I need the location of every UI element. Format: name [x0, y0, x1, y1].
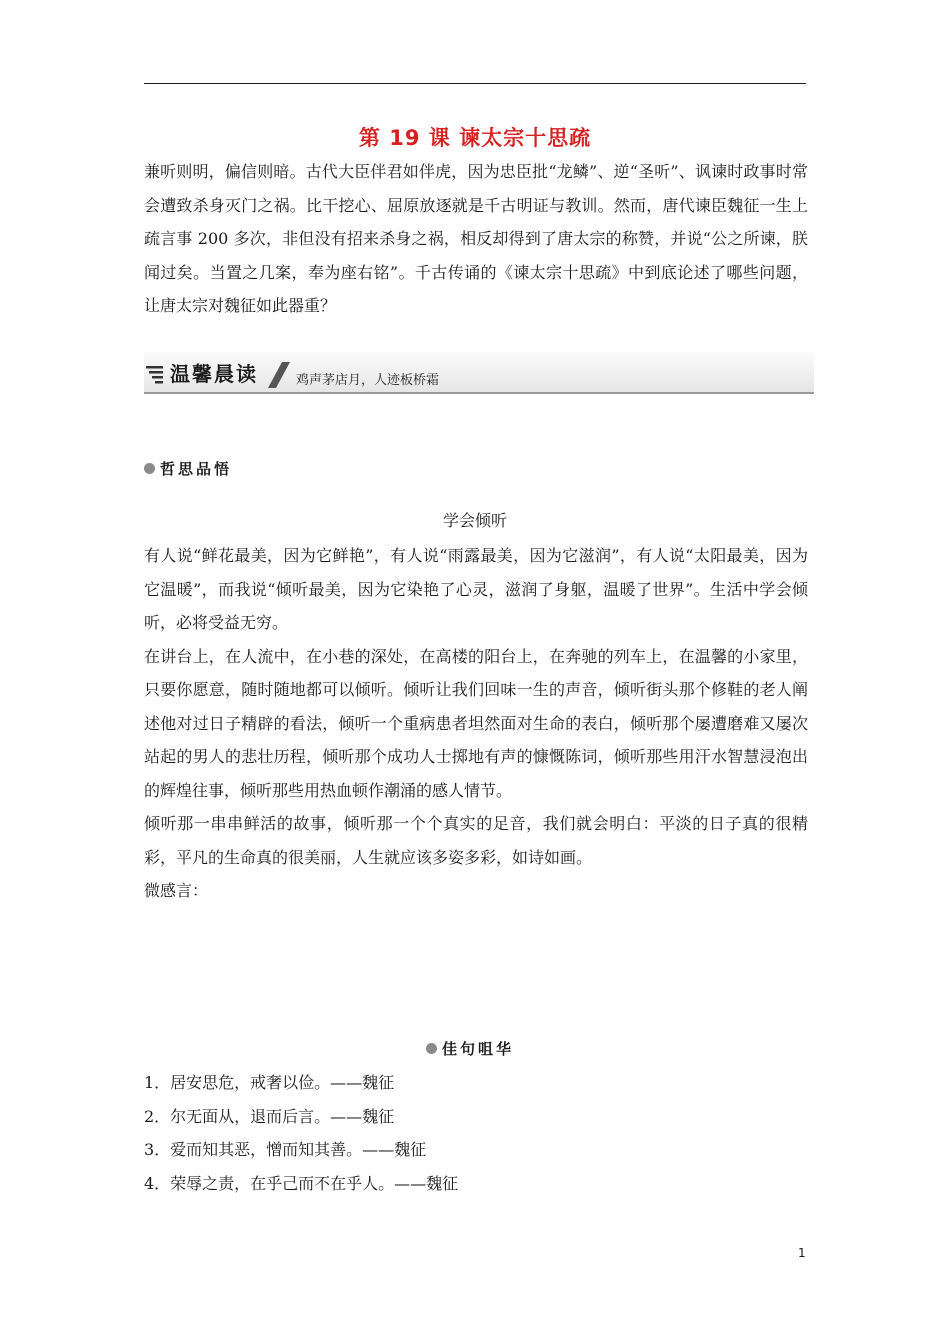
page-number: 1: [798, 1246, 806, 1260]
section-heading-zhesi: [144, 458, 232, 479]
essay-paragraph: 倾听那一串串鲜活的故事，倾听那一个个真实的足音，我们就会明白：平淡的日子真的很精彩，平凡的生命真的很美丽，人生就应该多姿多彩，如诗如画。: [144, 814, 808, 867]
essay-body: [144, 539, 808, 908]
section-heading-text: 佳句咀华: [442, 1040, 515, 1058]
slash-divider-icon: [268, 362, 290, 388]
header-rule: [144, 83, 806, 84]
section-banner: [144, 352, 814, 394]
quote-list: [144, 1066, 808, 1200]
essay-paragraph: 在讲台上，在人流中，在小巷的深处，在高楼的阳台上，在奔驰的列车上，在温馨的小家里，只要你愿意，随时随地都可以倾听。倾听让我们回味一生的声音，倾听街头那个修鞋的老人阐述他对过日子精辟的看法，倾听一个重病患者坦然面对生命的表白，倾听那个屡遭磨难又屡次站起的男人的悲壮历程，倾听那个成功人士掷地有声的慷慨陈词，倾听那些用汗水智慧浸泡出的辉煌往事，倾听那些用热血顿作潮涌的感人情节。: [144, 646, 808, 800]
list-item: 3．爱而知其恶，憎而知其善。——魏征: [144, 1140, 427, 1159]
bullet-dot-icon: [426, 1043, 437, 1054]
list-item: 4．荣辱之责，在乎己而不在乎人。——魏征: [144, 1173, 459, 1193]
lesson-title: 第 19 课 谏太宗十思疏: [358, 126, 592, 150]
section-heading-text: 哲思品悟: [160, 460, 233, 478]
banner-title: 温馨晨读: [170, 362, 258, 386]
essay-title: 学会倾听: [442, 511, 507, 530]
stripes-icon: [146, 366, 164, 384]
banner-subtitle: 鸡声茅店月，人迹板桥霜: [296, 373, 440, 388]
section-heading-jiaju: [426, 1038, 514, 1059]
essay-paragraph: 有人说“鲜花最美，因为它鲜艳”，有人说“雨露最美，因为它滋润”，有人说“太阳最美，因为它温暖”，而我说“倾听最美，因为它染艳了心灵，滋润了身躯，温暖了世界”。生活中学会倾听，必将受益无穷。: [144, 546, 808, 632]
bullet-dot-icon: [144, 463, 155, 474]
note-label: 微感言：: [144, 881, 209, 900]
list-item: 1．居安思危，戒奢以俭。——魏征: [144, 1073, 395, 1092]
list-item: 2．尔无面从，退而后言。——魏征: [144, 1106, 395, 1126]
intro-paragraph: 兼听则明，偏信则暗。古代大臣伴君如伴虎，因为忠臣批“龙鳞”、逆“圣听”、讽谏时政事时常会遭致杀身灭门之祸。比干挖心、屈原放逐就是千古明证与教训。然而，唐代谏臣魏征一生上疏言事 200 多次，非但没有招来杀身之祸，相反却得到了唐太宗的称赞，并说“公之所谏，朕闻过矣。当置之几案，奉为座右铭”。千古传诵的《谏太宗十思疏》中到底论述了哪些问题，让唐太宗对魏征如此器重？: [144, 162, 808, 315]
